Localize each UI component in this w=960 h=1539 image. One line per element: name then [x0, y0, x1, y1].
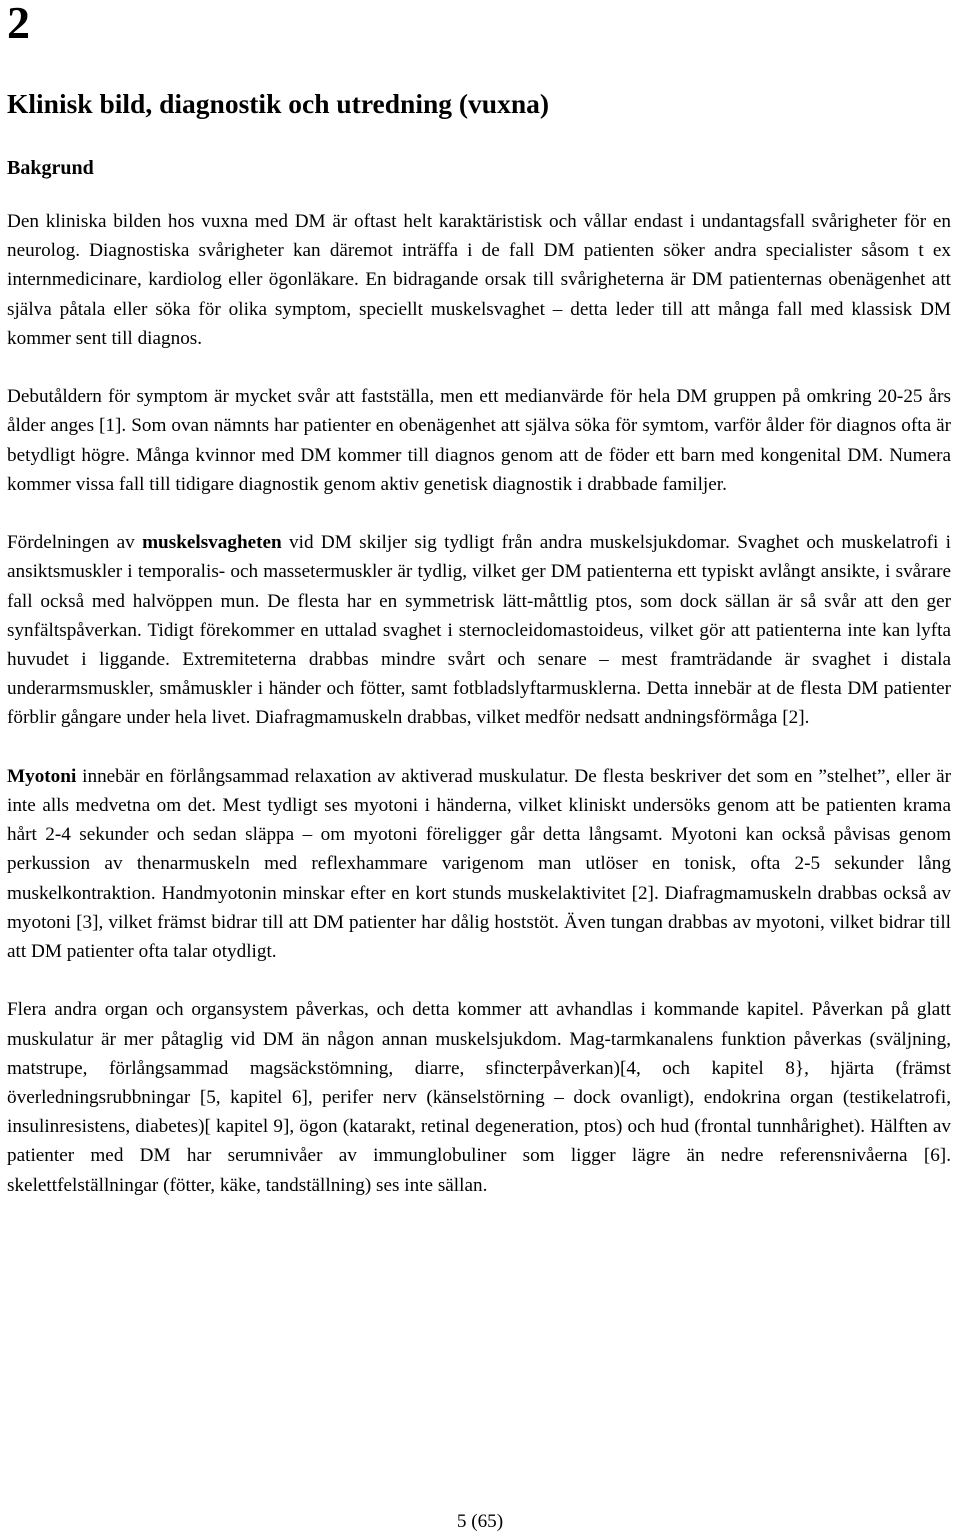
paragraph-muskelsvaghet-rest: vid DM skiljer sig tydligt från andra muskelsjukdomar. Svaghet och muskelatrofi i ansiktsmuskler i temporalis- och massetermuskler är tydlig, vilket ger DM patienterna ett typiskt avlångt ansikte, i svårare fall också med halvöppen mun. De flesta har en symmetrisk lätt-måttlig ptos, som dock sällan är så svår att den ger synfältspåverkan. Tidigt förekommer en uttalad svaghet i sternocleidomastoideus, vilket gör att patienterna inte kan lyfta huvudet i liggande. Extremiteterna drabbas mindre svårt och senare – mest framträdande är svaghet i distala underarmsmuskler, småmuskler i händer och fötter, samt fotbladslyftarmusklerna. Detta innebär at de flesta DM patienter förblir gångare under hela livet. Diafragmamuskeln drabbas, vilket medför nedsatt andningsförmåga [2]. [7, 532, 951, 729]
paragraph-debut: Debutåldern för symptom är mycket svår att fastställa, men ett medianvärde för hela DM gruppen på omkring 20-25 års ålder anges [1]. Som ovan nämnts har patienter en obenägenhet att själva söka för symtom, varför ålder för diagnos ofta är betydligt högre. Många kvinnor med DM kommer till diagnos genom att de föder ett barn med kongenital DM. Numera kommer vissa fall till tidigare diagnostik genom aktiv genetisk diagnostik i drabbade familjer. [7, 386, 951, 495]
paragraph-muskelsvaghet-lead: Fördelningen av [7, 532, 143, 554]
section-heading: Bakgrund [7, 157, 94, 179]
paragraph-myotoni-rest: innebär en förlångsammad relaxation av aktiverad muskulatur. De flesta beskriver det som en ”stelhet”, eller är inte alls medvetna om det. Mest tydligt ses myotoni i händerna, vilket kliniskt undersöks genom att be patienten krama hårt 2-4 sekunder och sedan släppa – om myotoni föreligger går detta långsamt. Myotoni kan också påvisas genom perkussion av thenarmuskeln med reflexhammare varigenom man utlöser en tonisk, ofta 2-5 sekunder lång muskelkontraktion. Handmyotonin minskar efter en kort stunds muskelaktivitet [2]. Diafragmamuskeln drabbas också av myotoni [3], vilket främst bidrar till att DM patienter har dålig hoststöt. Även tungan drabbas av myotoni, vilket bidrar till att DM patienter ofta talar otydligt. [7, 765, 951, 963]
paragraph-myotoni [7, 762, 951, 966]
paragraph-intro: Den kliniska bilden hos vuxna med DM är oftast helt karaktäristisk och vållar endast i undantagsfall svårigheter för en neurolog. Diagnostiska svårigheter kan däremot inträffa i de fall DM patienten söker andra specialister såsom t ex internmedicinare, kardiolog eller ögonläkare. En bidragande orsak till svårigheterna är DM patienternas obenägenhet att själva påtala eller söka för olika symptom, speciellt muskelsvaghet – detta leder till att många fall med klassisk DM kommer sent till diagnos. [7, 211, 951, 349]
term-myotoni: Myotoni [7, 765, 77, 787]
paragraph-organ: Flera andra organ och organsystem påverkas, och detta kommer att avhandlas i kommande kapitel. Påverkan på glatt muskulatur är mer påtaglig vid DM än någon annan muskelsjukdom. Mag-tarmkanalens funktion påverkas (sväljning, matstrupe, förlångsammad magsäckstömning, diarre, sfincterpåverkan)[4, och kapitel 8}, hjärta (främst överledningsrubbningar [5, kapitel 6], perifer nerv (känselstörning – dock ovanligt), endokrina organ (testikelatrofi, insulinresistens, diabetes)[ kapitel 9], ögon (katarakt, retinal degeneration, ptos) och hud (frontal tunnhårighet). Hälften av patienter med DM har serumnivåer av immunglobuliner som ligger lägre än nedre referensnivåerna [6]. skelettfelställningar (fötter, käke, tandställning) ses inte sällan. [7, 999, 951, 1196]
body-text [7, 207, 951, 1200]
chapter-number: 2 [7, 0, 30, 48]
term-muskelsvagheten: muskelsvagheten [142, 532, 282, 554]
paragraph-muskelsvaghet [7, 528, 951, 732]
chapter-title: Klinisk bild, diagnostik och utredning (vuxna) [7, 88, 550, 119]
document-page [7, 0, 953, 1539]
page-number: 5 (65) [456, 1511, 504, 1532]
